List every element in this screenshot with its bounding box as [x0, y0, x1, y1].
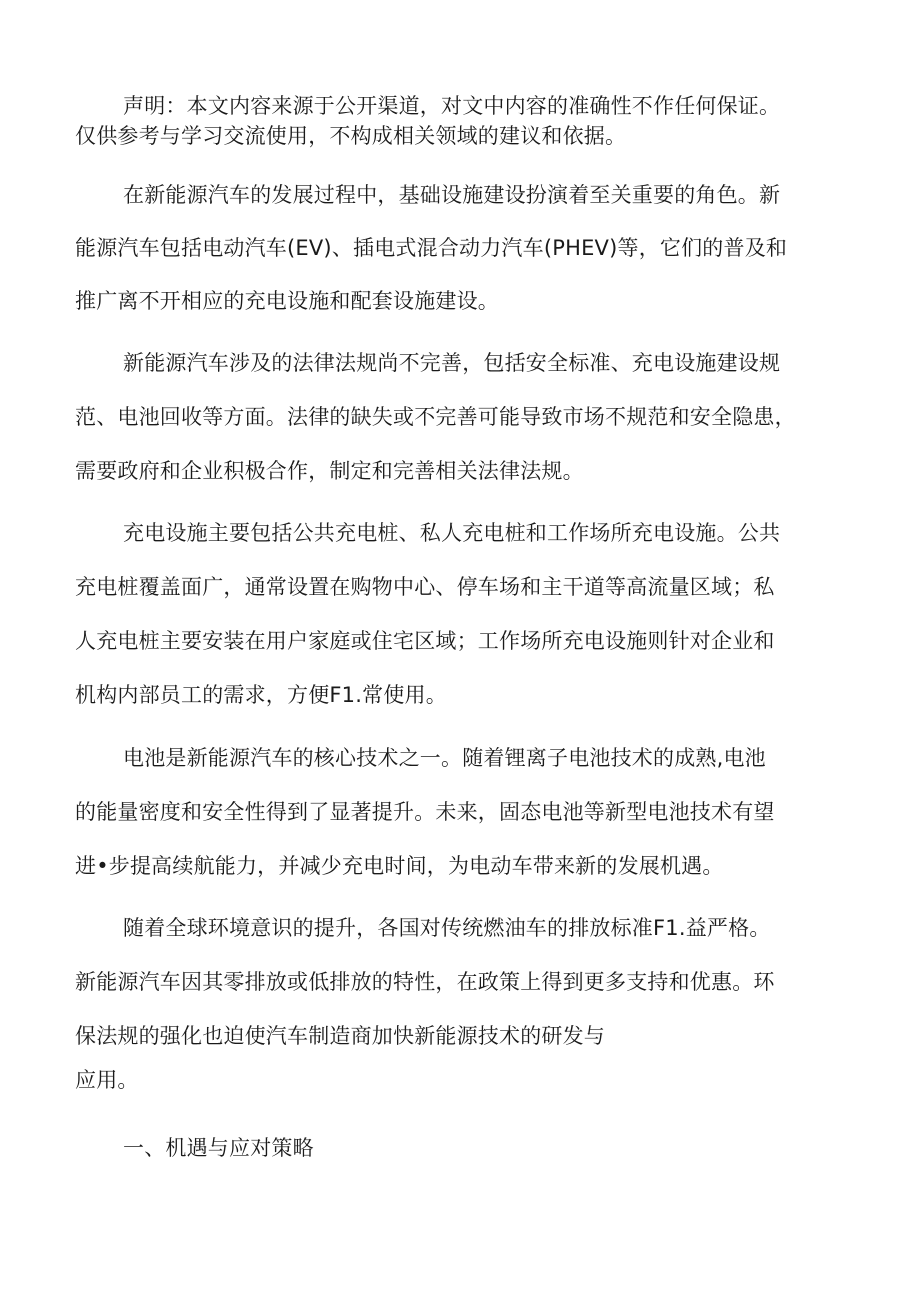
- paragraph-line: 机构内部员工的需求，方便F1.常使用。: [75, 683, 447, 707]
- paragraph-line: 充电设施主要包括公共充电桩、私人充电桩和工作场所充电设施。公共: [123, 521, 781, 545]
- paragraph-line: 电池是新能源汽车的核心技术之一。随着锂离子电池技术的成熟,电池: [123, 746, 766, 770]
- paragraph-line: 能源汽车包括电动汽车(EV)、插电式混合动力汽车(PHEV)等，它们的普及和: [75, 236, 788, 260]
- paragraph-line: 保法规的强化也迫使汽车制造商加快新能源技术的研发与: [75, 1024, 605, 1048]
- disclaimer-line-2: 仅供参考与学习交流使用，不构成相关领域的建议和依据。: [75, 124, 627, 148]
- disclaimer-line-1: 声明：本文内容来源于公开渠道，对文中内容的准确性不作任何保证。: [123, 94, 781, 118]
- paragraph-line: 需要政府和企业积极合作，制定和完善相关法律法规。: [75, 459, 584, 483]
- paragraph-line: 新能源汽车因其零排放或低排放的特性，在政策上得到更多支持和优惠。环: [75, 970, 775, 994]
- paragraph-line: 充电桩覆盖面广，通常设置在购物中心、停车场和主干道等高流量区域；私: [75, 575, 775, 599]
- section-heading: 一、机遇与应对策略: [123, 1136, 314, 1160]
- paragraph-line: 新能源汽车涉及的法律法规尚不完善，包括安全标准、充电设施建设规: [123, 351, 781, 375]
- paragraph-line: 推广离不开相应的充电设施和配套设施建设。: [75, 289, 499, 313]
- paragraph-line: 在新能源汽车的发展过程中，基础设施建设扮演着至关重要的角色。新: [123, 183, 781, 207]
- paragraph-line: 的能量密度和安全性得到了显著提升。未来，固态电池等新型电池技术有望: [75, 800, 775, 824]
- paragraph-line: 应用。: [75, 1068, 139, 1092]
- paragraph-line: 人充电桩主要安装在用户家庭或住宅区域；工作场所充电设施则针对企业和: [75, 629, 775, 653]
- paragraph-line: 随着全球环境意识的提升，各国对传统燃油车的排放标准F1.益严格。: [123, 916, 771, 940]
- paragraph-line: 范、电池回收等方面。法律的缺失或不完善可能导致市场不规范和安全隐患，: [75, 405, 796, 429]
- paragraph-line: 进•步提高续航能力，并减少充电时间，为电动车带来新的发展机遇。: [75, 854, 724, 878]
